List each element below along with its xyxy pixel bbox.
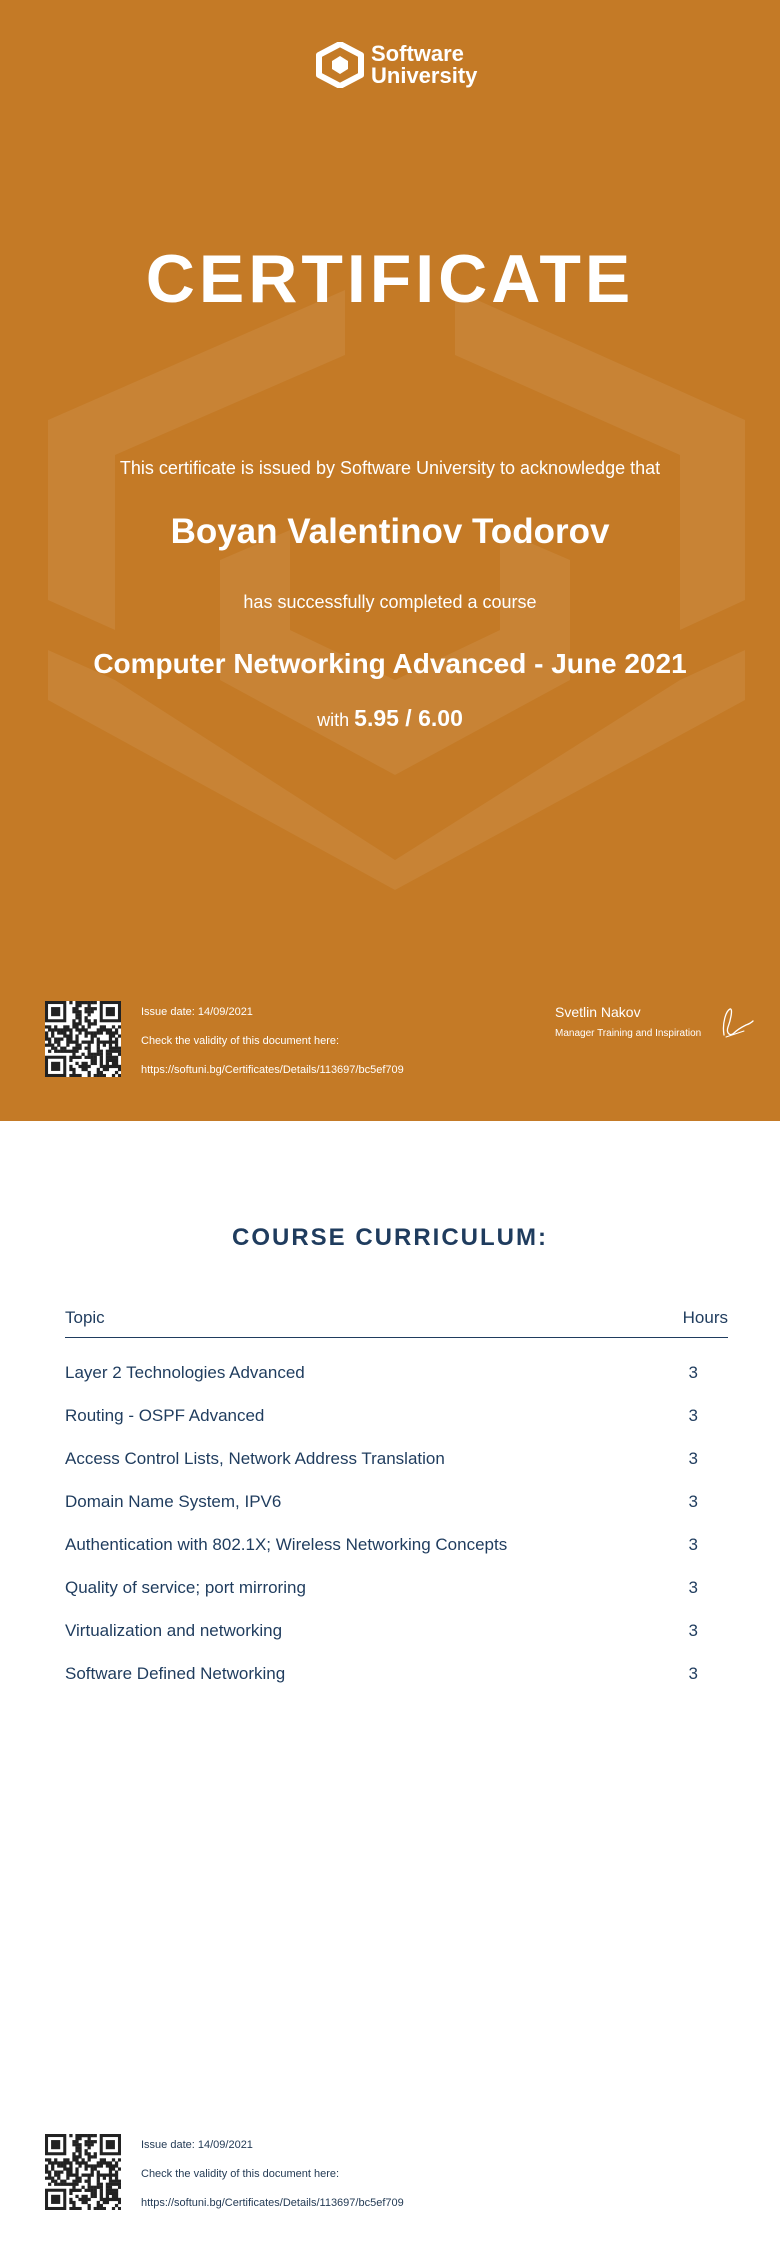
validity-text: Check the validity of this document here: (141, 2168, 340, 2180)
topic-column-header: Topic (65, 1308, 105, 1327)
signer-block (555, 1004, 701, 1039)
hours-cell: 3 (688, 1534, 698, 1554)
signer-name: Svetlin Nakov (555, 1004, 641, 1020)
certificate-title: CERTIFICATE (145, 241, 635, 317)
recipient-name: Boyan Valentinov Todorov (170, 512, 610, 551)
qr-code-icon (45, 2134, 121, 2210)
qr-code-icon (45, 1001, 121, 1077)
curriculum-table (65, 1308, 728, 1695)
grade-value: 5.95 / 6.00 (354, 705, 463, 731)
logo-line-1: Software (371, 41, 464, 66)
grade-line (0, 705, 780, 732)
issue-date: Issue date: 14/09/2021 (141, 2139, 253, 2151)
issue-date: Issue date: 14/09/2021 (141, 1006, 253, 1018)
topic-cell: Routing - OSPF Advanced (65, 1405, 265, 1425)
hours-cell: 3 (688, 1362, 698, 1382)
validation-link[interactable]: https://softuni.bg/Certificates/Details/113697/bc5ef709 (141, 2197, 404, 2209)
hours-cell: 3 (688, 1448, 698, 1468)
topic-cell: Software Defined Networking (65, 1663, 286, 1683)
completed-text: has successfully completed a course (243, 592, 537, 612)
topic-cell: Access Control Lists, Network Address Translation (65, 1448, 445, 1468)
curriculum-header-row (65, 1308, 728, 1338)
page-footer (45, 2134, 404, 2226)
table-row (65, 1480, 728, 1523)
course-name: Computer Networking Advanced - June 2021 (93, 648, 687, 679)
table-row (65, 1437, 728, 1480)
curriculum-title: COURSE CURRICULUM: (232, 1224, 548, 1251)
hours-cell: 3 (688, 1577, 698, 1597)
grade-prefix: with (317, 710, 350, 730)
table-row (65, 1609, 728, 1652)
topic-cell: Layer 2 Technologies Advanced (65, 1362, 305, 1382)
hours-column-header: Hours (682, 1308, 728, 1327)
hours-cell: 3 (688, 1620, 698, 1640)
topic-cell: Domain Name System, IPV6 (65, 1491, 282, 1511)
issued-text: This certificate is issued by Software University to acknowledge that (119, 458, 661, 478)
software-university-logo (315, 42, 477, 88)
hours-cell: 3 (688, 1663, 698, 1683)
logo-line-2: University (371, 63, 478, 88)
table-row (65, 1523, 728, 1566)
topic-cell: Authentication with 802.1X; Wireless Networking Concepts (65, 1534, 508, 1554)
hours-cell: 3 (688, 1491, 698, 1511)
validity-text: Check the validity of this document here: (141, 1035, 340, 1047)
certificate-page (0, 0, 780, 1121)
table-row (65, 1394, 728, 1437)
validation-link[interactable]: https://softuni.bg/Certificates/Details/113697/bc5ef709 (141, 1064, 404, 1076)
topic-cell: Virtualization and networking (65, 1620, 283, 1640)
hours-cell: 3 (688, 1405, 698, 1425)
table-row (65, 1652, 728, 1695)
background-logo-watermark (0, 0, 780, 1121)
table-row (65, 1566, 728, 1609)
table-row (65, 1351, 728, 1394)
signer-role: Manager Training and Inspiration (555, 1028, 702, 1039)
softuni-logo-icon (315, 42, 365, 88)
handwritten-signature-icon (716, 1003, 756, 1043)
topic-cell: Quality of service; port mirroring (65, 1577, 306, 1597)
certificate-footer (45, 1001, 404, 1093)
